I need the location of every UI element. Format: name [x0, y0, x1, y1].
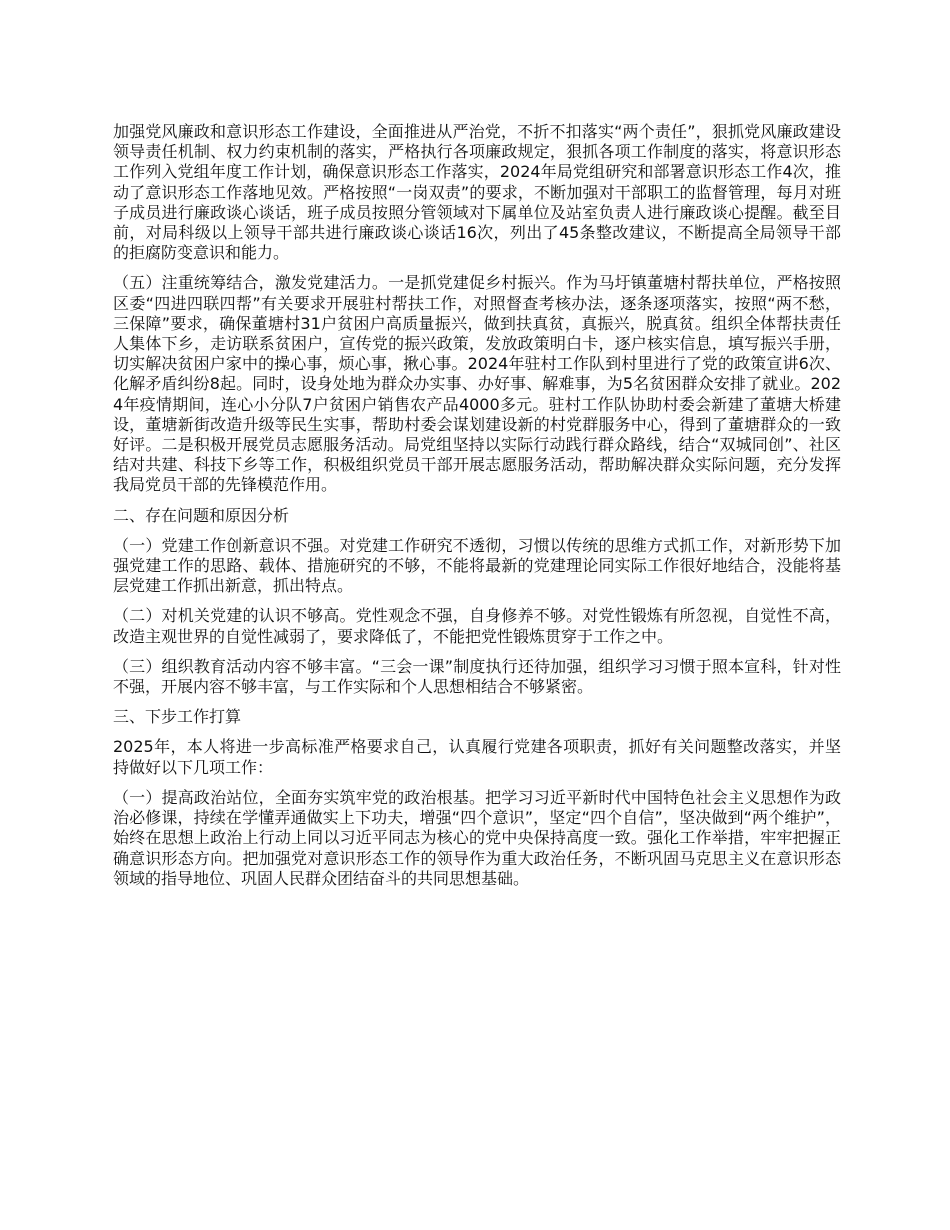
paragraph-plan-intro: 2025年，本人将进一步高标准严格要求自己，认真履行党建各项职责，抓好有关问题整改落实，并坚持做好以下几项工作： [113, 737, 841, 777]
document-body [113, 122, 841, 899]
paragraph-problem-three: （三）组织教育活动内容不够丰富。“三会一课”制度执行还待加强，组织学习习惯于照本宣科，针对性不强，开展内容不够丰富，与工作实际和个人思想相结合不够紧密。 [113, 656, 841, 697]
section-heading-next-steps: 三、下步工作打算 [113, 707, 242, 727]
paragraph-problem-two: （二）对机关党建的认识不够高。党性观念不强，自身修养不够。对党性锻炼有所忽视，自觉性不高，改造主观世界的自觉性减弱了，要求降低了，不能把党性锻炼贯穿于工作之中。 [113, 606, 841, 646]
paragraph-plan-one: （一）提高政治站位，全面夯实筑牢党的政治根基。把学习习近平新时代中国特色社会主义思想作为政治必修课，持续在学懂弄通做实上下功夫，增强“四个意识”，坚定“四个自信”，坚决做到“两个维护”，始终在思想上政治上行动上同以习近平同志为核心的党中央保持高度一致。强化工作举措，牢牢把握正确意识形态方向。把加强党对意识形态工作的领导作为重大政治任务，不断巩固马克思主义在意识形态领域的指导地位、巩固人民群众团结奋斗的共同思想基础。 [113, 787, 841, 888]
paragraph-problem-one: （一）党建工作创新意识不强。对党建工作研究不透彻，习惯以传统的思维方式抓工作，对新形势下加强党建工作的思路、载体、措施研究的不够，不能将最新的党建理论同实际工作很好地结合，没能将基层党建工作抓出新意，抓出特点。 [113, 535, 841, 596]
section-heading-problems: 二、存在问题和原因分析 [113, 505, 290, 525]
paragraph-section-five: （五）注重统筹结合，激发党建活力。一是抓党建促乡村振兴。作为马圩镇董塘村帮扶单位，严格按照区委“四进四联四帮”有关要求开展驻村帮扶工作，对照督查考核办法，逐条逐项落实，按照“两不愁，三保障”要求，确保董塘村31户贫困户高质量振兴，做到扶真贫，真振兴，脱真贫。组织全体帮扶责任人集体下乡，走访联系贫困户，宣传党的振兴政策，发放政策明白卡，逐户核实信息，填写振兴手册，切实解决贫困户家中的操心事，烦心事，揪心事。2024年驻村工作队到村里进行了党的政策宣讲6次、化解矛盾纠纷8起。同时，设身处地为群众办实事、办好事、解难事，为5名贫困群众安排了就业。2024年疫情期间，连心小分队7户贫困户销售农产品4000多元。驻村工作队协助村委会新建了董塘大桥建设，董塘新街改造升级等民生实事，帮助村委会谋划建设新的村党群服务中心，得到了董塘群众的一致好评。二是积极开展党员志愿服务活动。局党组坚持以实际行动践行群众路线，结合“双城同创”、社区结对共建、科技下乡等工作，积极组织党员干部开展志愿服务活动，帮助解决群众实际问题，充分发挥我局党员干部的先锋模范作用。 [113, 273, 841, 495]
paragraph-party-conduct: 加强党风廉政和意识形态工作建设，全面推进从严治党，不折不扣落实“两个责任”，狠抓党风廉政建设领导责任机制、权力约束机制的落实，严格执行各项廉政规定，狠抓各项工作制度的落实，将意识形态工作列入党组年度工作计划，确保意识形态工作落实，2024年局党组研究和部署意识形态工作4次，推动了意识形态工作落地见效。严格按照“一岗双责”的要求，不断加强对干部职工的监督管理，每月对班子成员进行廉政谈心谈话，班子成员按照分管领域对下属单位及站室负责人进行廉政谈心提醒。截至目前，对局科级以上领导干部共进行廉政谈心谈话16次，列出了45条整改建议，不断提高全局领导干部的拒腐防变意识和能力。 [113, 122, 841, 263]
